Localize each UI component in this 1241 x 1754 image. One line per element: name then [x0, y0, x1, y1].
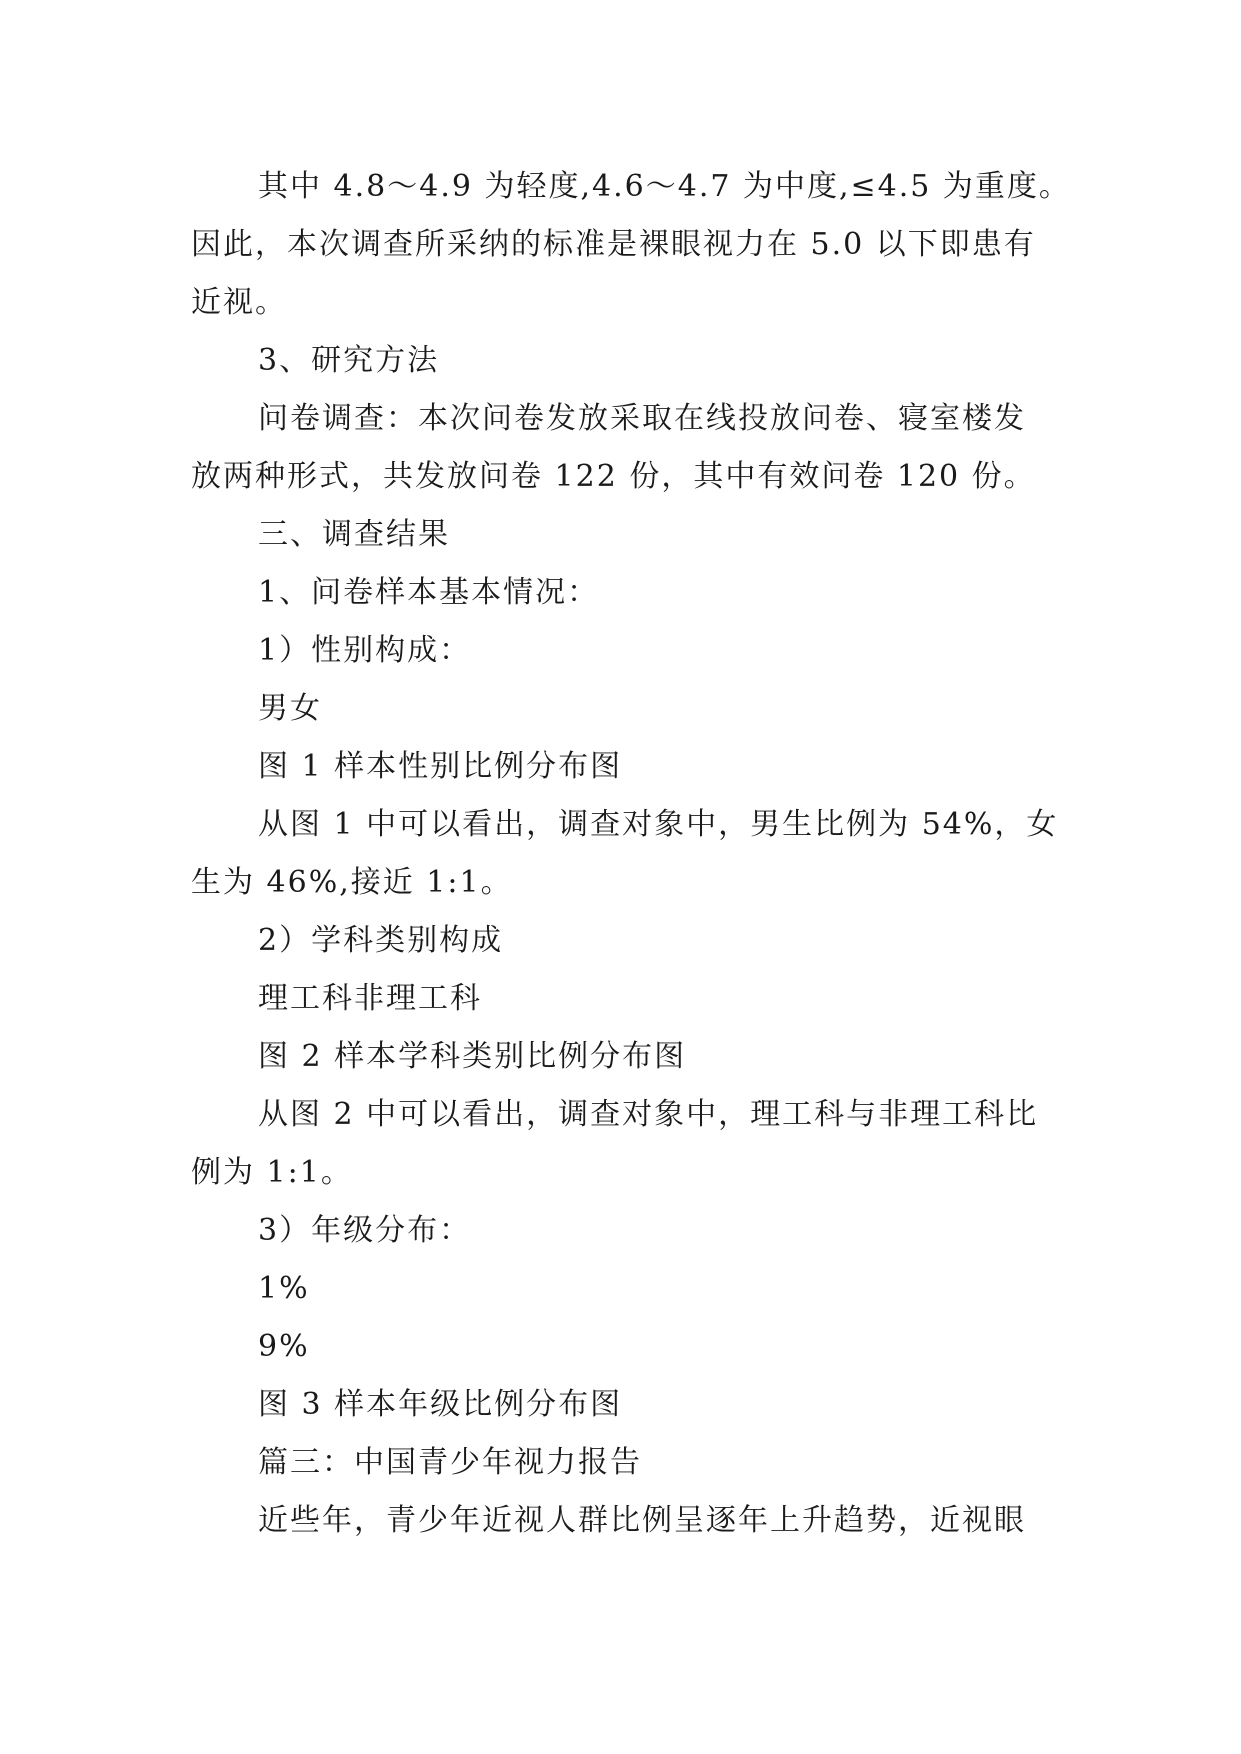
- subheading-grade: 3）年级分布：: [258, 1213, 472, 1248]
- subheading-sample: 1、问卷样本基本情况：: [258, 575, 600, 610]
- chart-legend-discipline: 理工科非理工科: [258, 981, 482, 1016]
- subheading-discipline: 2）学科类别构成: [258, 923, 504, 958]
- figure-caption-3: 图 3 样本年级比例分布图: [258, 1387, 623, 1422]
- chart-label-9-percent: 9%: [258, 1329, 310, 1364]
- paragraph-line-trend: 近些年，青少年近视人群比例呈逐年上升趋势，近视眼: [258, 1503, 1026, 1538]
- section-heading-results: 三、调查结果: [258, 517, 450, 552]
- paragraph-line-gender: 从图 1 中可以看出，调查对象中，男生比例为 54%，女: [258, 807, 1059, 842]
- paragraph-line-severity: 其中 4.8～4.9 为轻度,4.6～4.7 为中度,≤4.5 为重度。: [258, 169, 1071, 204]
- paragraph-line-discipline: 从图 2 中可以看出，调查对象中，理工科与非理工科比: [258, 1097, 1039, 1132]
- figure-caption-2: 图 2 样本学科类别比例分布图: [258, 1039, 687, 1074]
- paragraph-line-survey-count: 放两种形式，共发放问卷 122 份，其中有效问卷 120 份。: [191, 459, 1036, 494]
- paragraph-line-gender-ratio: 生为 46%,接近 1:1。: [191, 865, 513, 900]
- figure-caption-1: 图 1 样本性别比例分布图: [258, 749, 623, 784]
- subheading-gender: 1）性别构成：: [258, 633, 472, 668]
- section-heading-method: 3、研究方法: [258, 343, 440, 378]
- article-title-part-three: 篇三：中国青少年视力报告: [258, 1445, 642, 1480]
- chart-legend-gender: 男女: [258, 691, 322, 726]
- paragraph-line-myopia: 近视。: [191, 285, 287, 320]
- chart-label-1-percent: 1%: [258, 1271, 310, 1306]
- paragraph-line-standard: 因此，本次调查所采纳的标准是裸眼视力在 5.0 以下即患有: [191, 227, 1036, 262]
- paragraph-line-discipline-ratio: 例为 1:1。: [191, 1155, 353, 1190]
- paragraph-line-survey: 问卷调查：本次问卷发放采取在线投放问卷、寝室楼发: [258, 401, 1026, 436]
